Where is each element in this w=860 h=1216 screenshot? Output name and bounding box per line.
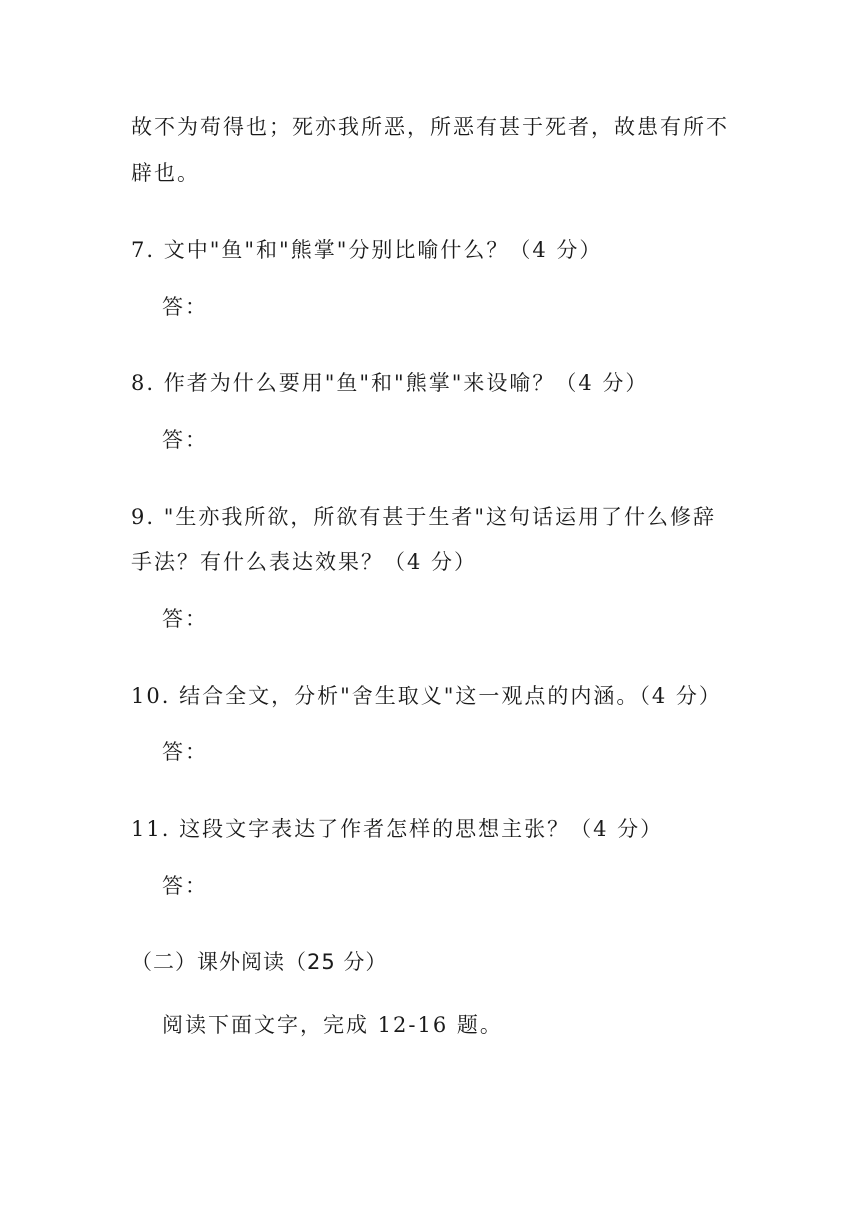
answer-label-11: 答： <box>162 874 208 898</box>
question-10: 10. 结合全文，分析"舍生取义"这一观点的内涵。（4 分） <box>131 684 722 708</box>
answer-label-10: 答： <box>162 740 208 764</box>
question-9-line-1: 9. "生亦我所欲，所欲有甚于生者"这句话运用了什么修辞 <box>131 505 717 529</box>
section-title: （二）课外阅读（25 分） <box>131 950 388 974</box>
passage-line-2: 辟也。 <box>131 161 200 185</box>
answer-label-9: 答： <box>162 607 208 631</box>
section-instruction: 阅读下面文字，完成 12-16 题。 <box>162 1013 503 1037</box>
passage-line-1: 故不为苟得也；死亦我所恶，所恶有甚于死者，故患有所不 <box>131 115 729 139</box>
question-7: 7. 文中"鱼"和"熊掌"分别比喻什么？（4 分） <box>131 238 603 262</box>
question-9-line-2: 手法？有什么表达效果？（4 分） <box>131 550 478 574</box>
answer-label-8: 答： <box>162 428 208 452</box>
question-11: 11. 这段文字表达了作者怎样的思想主张？（4 分） <box>131 817 664 841</box>
question-8: 8. 作者为什么要用"鱼"和"熊掌"来设喻？（4 分） <box>131 371 649 395</box>
answer-label-7: 答： <box>162 295 208 319</box>
